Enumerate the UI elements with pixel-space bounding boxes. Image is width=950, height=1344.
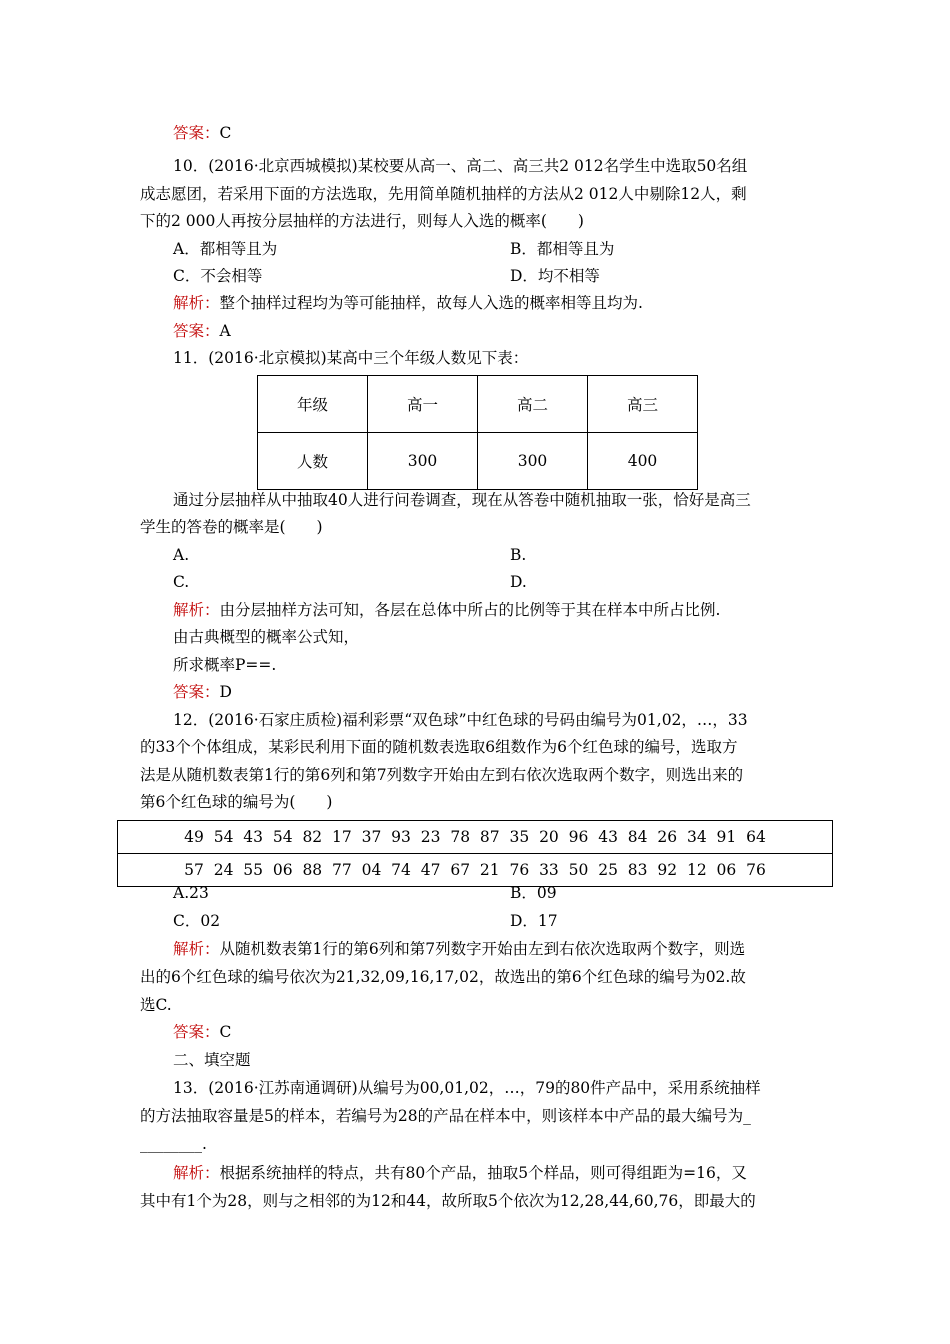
- q13-stem-line-2: 的方法抽取容量是5的样本，若编号为28的产品在样本中，则该样本中产品的最大编号为_: [140, 1107, 751, 1125]
- table-cell: 高二: [478, 376, 588, 433]
- table-cell: 400: [588, 433, 698, 490]
- answer-label: 答案：: [173, 1023, 220, 1041]
- table-cell: 年级: [258, 376, 368, 433]
- q12-stem-line-4: 第6个红色球的编号为( ): [140, 793, 333, 811]
- answer-value: C: [219, 1023, 232, 1041]
- q10-analysis: [173, 293, 643, 313]
- answer-value: A: [219, 322, 231, 340]
- grade-table: [257, 375, 698, 490]
- table-cell: 49 54 43 54 82 17 37 93 23 78 87 35 20 96 43 84 26 34 91 64: [118, 821, 833, 854]
- q10-stem-line-3: 下的2 000人再按分层抽样的方法进行，则每人入选的概率( ): [140, 212, 584, 230]
- analysis-label: 解析：: [173, 1164, 220, 1182]
- analysis-text: 由分层抽样方法可知，各层在总体中所占的比例等于其在样本中所占比例.: [219, 601, 721, 619]
- table-row: [258, 433, 698, 490]
- analysis-text: 根据系统抽样的特点，共有80个产品，抽取5个样品，则可得组距为=16，又: [219, 1164, 747, 1182]
- q13-stem-line-1: 13．(2016·江苏南通调研)从编号为00,01,02，…，79的80件产品中，采用系统抽样: [173, 1079, 761, 1097]
- q12-option-c: C．02: [173, 912, 221, 930]
- table-cell: 高一: [368, 376, 478, 433]
- table-cell: 人数: [258, 433, 368, 490]
- q11-option-d: D.: [510, 573, 527, 591]
- q10-stem-line-2: 成志愿团，若采用下面的方法选取，先用简单随机抽样的方法从2 012人中剔除12人，剩: [140, 185, 747, 203]
- analysis-label: 解析：: [173, 601, 220, 619]
- q12-analysis-line-2: 出的6个红色球的编号依次为21,32,09,16,17,02，故选出的第6个红色球的编号为02.故: [140, 968, 746, 986]
- q11-stem: 11．(2016·北京模拟)某高中三个年级人数见下表：: [173, 349, 529, 367]
- q12-option-d: D．17: [510, 912, 558, 930]
- q11-analysis-line-3: 所求概率P==.: [173, 656, 277, 674]
- analysis-text: 整个抽样过程均为等可能抽样，故每人入选的概率相等且均为.: [219, 294, 643, 312]
- q13-analysis: [173, 1163, 747, 1183]
- q10-option-b: B．都相等且为: [510, 240, 615, 258]
- answer-value: D: [219, 683, 232, 701]
- q12-analysis: [173, 939, 745, 959]
- q12-option-a: A.23: [173, 884, 209, 902]
- answer-label: 答案：: [173, 124, 220, 142]
- q11-line-2: 学生的答卷的概率是( ): [140, 518, 323, 536]
- q12-answer: [173, 1022, 231, 1042]
- answer-label: 答案：: [173, 322, 220, 340]
- section-heading: 二、填空题: [173, 1051, 251, 1069]
- q9-answer: [173, 123, 231, 143]
- answer-value: C: [219, 124, 232, 142]
- q13-stem-line-3: ________.: [140, 1135, 207, 1153]
- q13-analysis-line-2: 其中有1个为28，则与之相邻的为12和44，故所取5个依次为12,28,44,60,76，即最大的: [140, 1192, 756, 1210]
- q10-stem-line-1: 10．(2016·北京西城模拟)某校要从高一、高二、高三共2 012名学生中选取50名组: [173, 157, 748, 175]
- q12-analysis-line-3: 选C.: [140, 996, 172, 1014]
- table-cell: 57 24 55 06 88 77 04 74 47 67 21 76 33 50 25 83 92 12 06 76: [118, 854, 833, 887]
- table-cell: 高三: [588, 376, 698, 433]
- q10-option-d: D．均不相等: [510, 267, 600, 285]
- q11-option-c: C.: [173, 573, 190, 591]
- random-number-table: [117, 820, 833, 887]
- q10-answer: [173, 321, 231, 341]
- q11-analysis: [173, 600, 720, 620]
- q12-option-b: B．09: [510, 884, 557, 902]
- table-row: [258, 376, 698, 433]
- q12-stem-line-1: 12．(2016·石家庄质检)福利彩票“双色球”中红色球的号码由编号为01,02，…，33: [173, 711, 748, 729]
- q11-answer: [173, 682, 232, 702]
- table-cell: 300: [478, 433, 588, 490]
- q11-option-a: A.: [173, 546, 190, 564]
- q11-line-1: 通过分层抽样从中抽取40人进行问卷调查，现在从答卷中随机抽取一张，恰好是高三: [173, 491, 751, 509]
- q11-option-b: B.: [510, 546, 527, 564]
- table-cell: 300: [368, 433, 478, 490]
- q11-analysis-line-2: 由古典概型的概率公式知，: [173, 628, 360, 646]
- q12-stem-line-3: 法是从随机数表第1行的第6列和第7列数字开始由左到右依次选取两个数字，则选出来的: [140, 766, 744, 784]
- analysis-label: 解析：: [173, 940, 220, 958]
- analysis-text: 从随机数表第1行的第6列和第7列数字开始由左到右依次选取两个数字，则选: [219, 940, 746, 958]
- table-row: [118, 821, 833, 854]
- answer-label: 答案：: [173, 683, 220, 701]
- table-row: [118, 854, 833, 887]
- analysis-label: 解析：: [173, 294, 220, 312]
- q12-stem-line-2: 的33个个体组成，某彩民利用下面的随机数表选取6组数作为6个红色球的编号，选取方: [140, 738, 738, 756]
- q10-option-a: A．都相等且为: [173, 240, 278, 258]
- q10-option-c: C．不会相等: [173, 267, 263, 285]
